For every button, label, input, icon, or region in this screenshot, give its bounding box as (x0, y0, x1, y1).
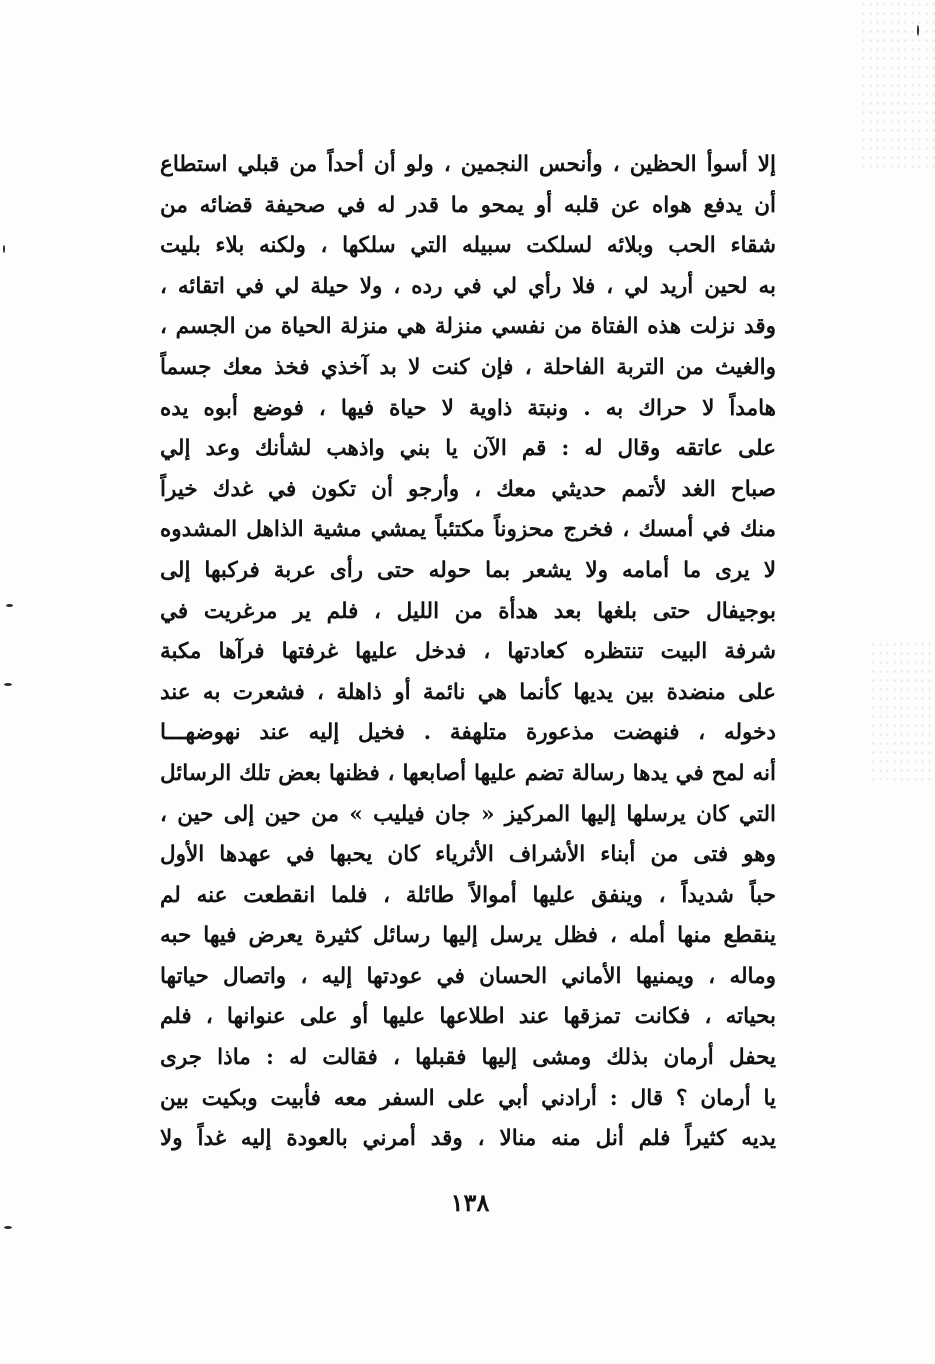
text-line: منك في أمسك ، فخرج محزوناً مكتئباً يمشي مشية الذاهل المشدوه (160, 517, 776, 543)
text-line: يحفل أرمان بذلك ومشى إليها فقبلها ، فقالت له : ماذا جرى (160, 1045, 776, 1071)
text-line: لا يرى ما أمامه ولا يشعر بما حوله حتى رأى عربة فركبها إلى (160, 557, 776, 583)
margin-speck (6, 604, 13, 607)
text-line: على منضدة بين يديها كأنما هي نائمة أو ذاهلة ، فشعرت به عند (160, 679, 776, 705)
text-line: إلا أسوأ الحظين ، وأنحس النجمين ، ولو أن أحداً من قبلي استطاع (160, 152, 776, 177)
body-text (160, 145, 776, 1160)
text-line: دخوله ، فنهضت مذعورة متلهفة . فخيل إليه عند نهوضهـــا (160, 720, 776, 746)
paper-grain-right-middle (870, 640, 935, 780)
margin-speck (4, 683, 12, 686)
text-line: وقد نزلت هذه الفتاة من نفسي منزلة هي منزلة الحياة من الجسم ، (160, 314, 776, 340)
text-line: حباً شديداً ، وينفق عليها أموالاً طائلة ، فلما انقطعت عنه لم (160, 882, 776, 908)
margin-speck (917, 25, 919, 36)
text-line: التي كان يرسلها إليها المركيز « جان فيليب » من حين إلى حين ، (160, 801, 776, 827)
text-line: أنه لمح في يدها رسالة تضم عليها أصابعها ، فظنها بعض تلك الرسائل (160, 760, 776, 786)
text-line: شقاء الحب وبلائه لسلكت سبيله التي سلكها ، ولكنه بلاء بليت (160, 233, 776, 259)
text-line: به لحين أريد لي ، فلا رأي لي في رده ، ولا حيلة لي في اتقائه ، (160, 273, 776, 299)
text-line: ينقطع منها أمله ، فظل يرسل إليها رسائل كثيرة يعرض فيها حبه (160, 923, 776, 949)
text-line: أن يدفع هواه عن قلبه أو يمحو ما قدر له في صحيفة قضائه من (160, 192, 776, 218)
margin-speck (3, 245, 5, 253)
text-line: صباح الغد لأتمم حديثي معك ، وأرجو أن تكون في غدك خيراً (160, 476, 776, 502)
text-line: بوجيفال حتى بلغها بعد هدأة من الليل ، فلم ير مرغريت في (160, 598, 776, 624)
text-line: بحياته ، فكانت تمزقها عند اطلاعها عليها أو على عنوانها ، فلم (160, 1004, 776, 1030)
margin-speck (4, 1226, 12, 1229)
text-line: وهو فتى من أبناء الأشراف الأثرياء كان يحبها في عهدها الأول (160, 842, 776, 868)
text-line: يا أرمان ؟ قال : أرادني أبي على السفر معه فأبيت وبكيت بين (160, 1085, 776, 1111)
page-number: ١٣٨ (450, 1188, 490, 1217)
text-line: شرفة البيت تنتظره كعادتها ، فدخل عليها غرفتها فرآها مكبة (160, 639, 776, 665)
text-line: والغيث من التربة الفاحلة ، فإن كنت لا بد آخذي فخذ معك جسماً (160, 354, 776, 380)
paper-grain-top-right (860, 0, 935, 170)
text-line: وماله ، ويمنيها الأماني الحسان في عودتها إليه ، واتصال حياتها (160, 963, 776, 989)
text-line: يديه كثيراً فلم أنل منه منالا ، وقد أمرني بالعودة إليه غداً ولا (160, 1126, 776, 1152)
text-line: على عاتقه وقال له : قم الآن يا بني واذهب لشأنك وعد إلي (160, 436, 776, 462)
text-line: هامداً لا حراك به . ونبتة ذاوية لا حياة فيها ، فوضع أبوه يده (160, 395, 776, 421)
